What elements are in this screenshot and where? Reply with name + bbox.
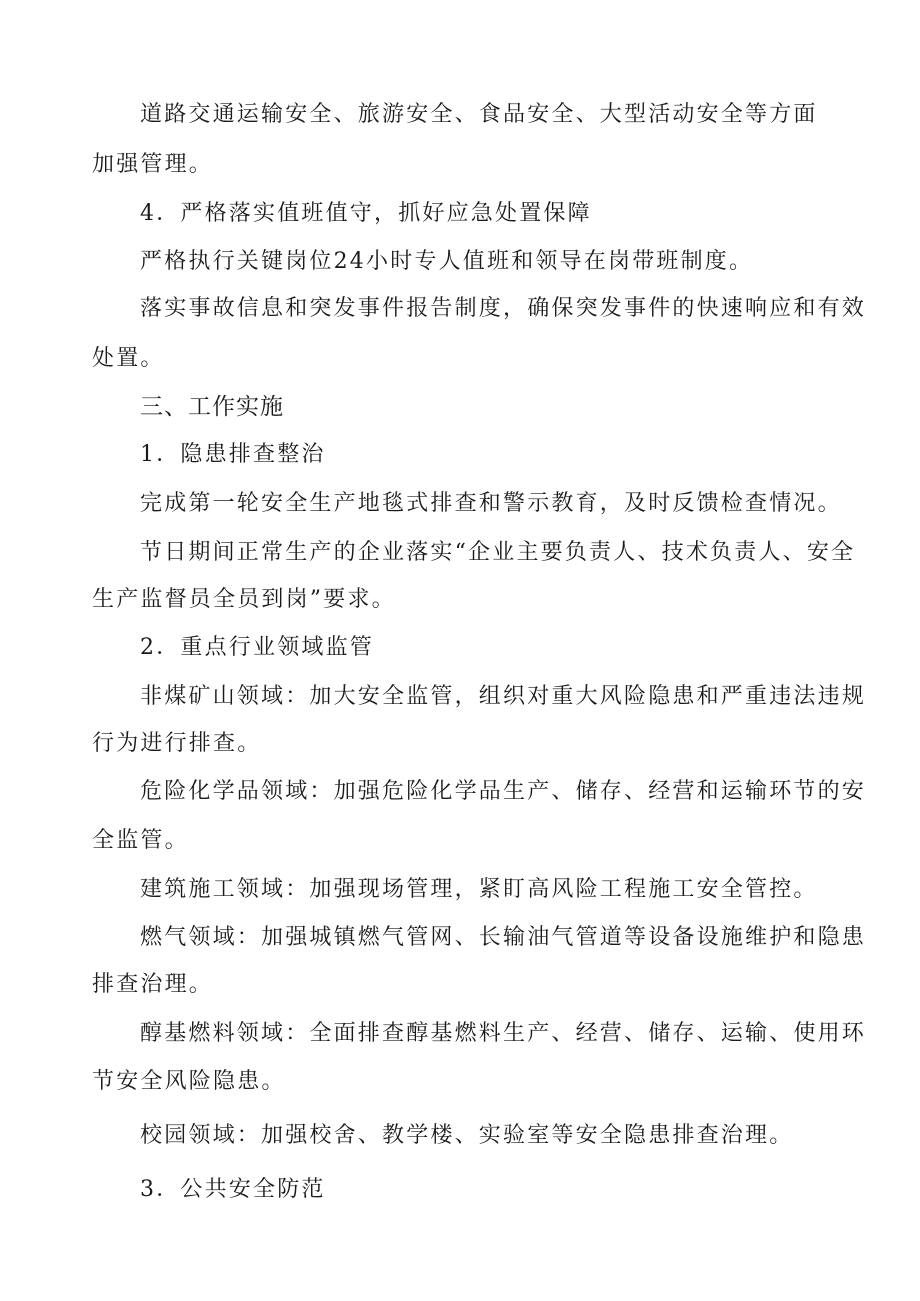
- paragraph-line: 节日期间正常生产的企业落实“企业主要负责人、技术负责人、安全: [140, 540, 856, 565]
- subheading-3: 3．公共安全防范: [140, 1177, 326, 1202]
- paragraph-line: 完成第一轮安全生产地毯式排查和警示教育，及时反馈检查情况。: [140, 491, 842, 516]
- section-heading: 三、工作实施: [140, 394, 284, 420]
- paragraph-line: 处置。: [92, 346, 165, 371]
- subheading-4: 4．严格落实值班值守，抓好应急处置保障: [140, 201, 592, 226]
- paragraph-line: 非煤矿山领域：加大安全监管，组织对重大风险隐患和严重违法违规: [140, 684, 867, 709]
- paragraph-line: 排查治理。: [92, 972, 214, 997]
- paragraph-line: 节安全风险隐患。: [92, 1069, 286, 1094]
- paragraph-line: 燃气领域：加强城镇燃气管网、长输油气管道等设备设施维护和隐患: [140, 925, 867, 950]
- paragraph-line: 道路交通运输安全、旅游安全、食品安全、大型活动安全等方面: [140, 102, 818, 127]
- paragraph-line: 落实事故信息和突发事件报告制度，确保突发事件的快速响应和有效: [140, 296, 867, 321]
- paragraph-line: 严格执行关键岗位24小时专人值班和领导在岗带班制度。: [140, 249, 754, 274]
- paragraph-line: 行为进行排查。: [92, 731, 262, 756]
- paragraph-line: 建筑施工领域：加强现场管理，紧盯高风险工程施工安全管控。: [140, 877, 818, 902]
- subheading-2: 2．重点行业领域监管: [140, 635, 374, 660]
- paragraph-line: 全监管。: [92, 828, 189, 853]
- subheading-1: 1．隐患排查整治: [140, 442, 326, 467]
- paragraph-line: 校园领域：加强校舍、教学楼、实验室等安全隐患排查治理。: [140, 1123, 794, 1148]
- paragraph-line: 加强管理。: [92, 152, 214, 177]
- paragraph-line: 危险化学品领域：加强危险化学品生产、储存、经营和运输环节的安: [140, 779, 867, 804]
- paragraph-line: 醇基燃料领域：全面排查醇基燃料生产、经营、储存、运输、使用环: [140, 1021, 867, 1046]
- paragraph-line: 生产监督员全员到岗”要求。: [92, 587, 396, 612]
